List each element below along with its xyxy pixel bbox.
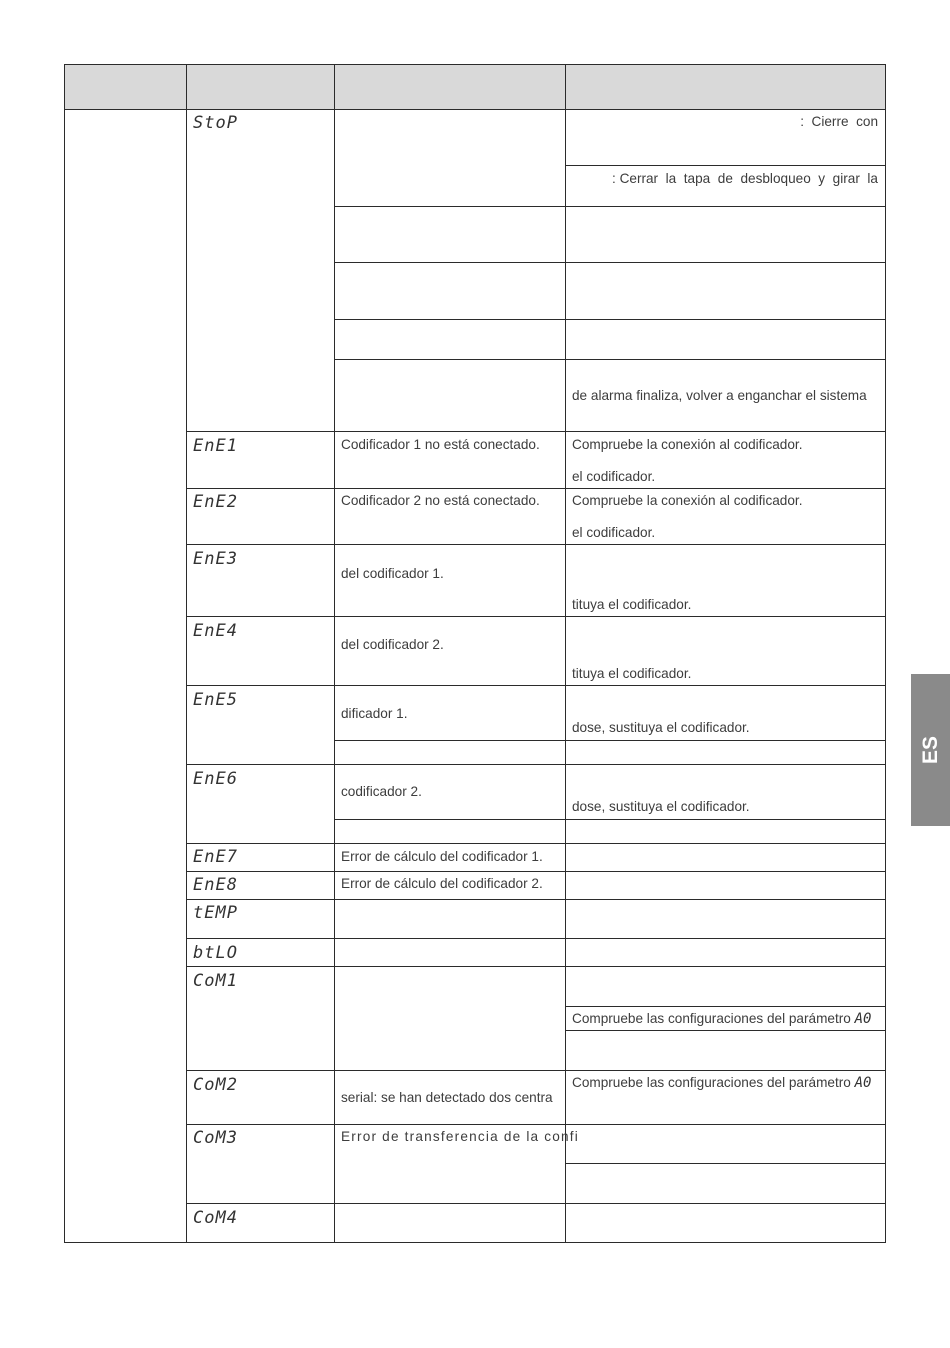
error-code: EnE5: [193, 690, 238, 710]
cause-text: dificador 1.: [341, 706, 408, 721]
error-code: EnE1: [193, 436, 238, 456]
error-code: CoM1: [193, 971, 238, 991]
cause-text: Error de cálculo del codificador 2.: [341, 876, 543, 891]
error-code: CoM3: [193, 1128, 238, 1148]
sub-row-divider: [565, 1006, 886, 1007]
solution-text: [572, 1075, 871, 1091]
cause-text: serial: se han detectado dos centra: [341, 1090, 553, 1105]
row-divider: [186, 431, 886, 432]
sub-row-divider: [565, 165, 886, 166]
solution-text: tituya el codificador.: [572, 666, 692, 681]
error-code: tEMP: [193, 903, 238, 923]
table-border: [565, 64, 566, 1243]
row-divider: [186, 843, 886, 844]
solution-text: dose, sustituya el codificador.: [572, 799, 750, 814]
row-divider: [186, 488, 886, 489]
table-border: [885, 64, 886, 1243]
table-border: [186, 64, 187, 1243]
table-border: [64, 64, 886, 65]
error-code: CoM4: [193, 1208, 238, 1228]
solution-text: el codificador.: [572, 469, 656, 484]
error-code: EnE4: [193, 621, 238, 641]
table-header-background: [65, 65, 885, 109]
error-code: CoM2: [193, 1075, 238, 1095]
sub-row-divider: [334, 262, 886, 263]
error-code: EnE8: [193, 875, 238, 895]
solution-label: Compruebe las configuraciones del parámetro: [572, 1075, 851, 1090]
row-divider: [186, 544, 886, 545]
sub-row-divider: [565, 1163, 886, 1164]
parameter-code: A0: [854, 1075, 872, 1091]
solution-text: dose, sustituya el codificador.: [572, 720, 750, 735]
row-divider: [186, 871, 886, 872]
solution-text: : Cerrar la tapa de desbloqueo y girar la: [612, 171, 878, 186]
row-divider: [186, 966, 886, 967]
error-code: EnE3: [193, 549, 238, 569]
solution-text: tituya el codificador.: [572, 597, 692, 612]
cause-text: del codificador 1.: [341, 566, 444, 581]
row-divider: [186, 1070, 886, 1071]
row-divider: [186, 1203, 886, 1204]
sub-row-divider: [334, 206, 886, 207]
parameter-code: A0: [854, 1011, 872, 1027]
solution-text: Compruebe la conexión al codificador.: [572, 437, 803, 452]
solution-text: de alarma finaliza, volver a enganchar el sistema: [572, 388, 867, 403]
sub-row-divider: [565, 1030, 886, 1031]
table-border: [334, 64, 335, 1243]
language-tab-label: ES: [918, 735, 942, 765]
error-code: EnE7: [193, 847, 238, 867]
language-tab: [911, 674, 950, 826]
cause-text: Error de cálculo del codificador 1.: [341, 849, 543, 864]
error-code: EnE6: [193, 769, 238, 789]
cause-text: codificador 2.: [341, 784, 422, 799]
row-divider: [186, 616, 886, 617]
sub-row-divider: [334, 740, 886, 741]
solution-text: : Cierre con: [800, 114, 878, 129]
error-code: StoP: [193, 113, 238, 133]
row-divider: [186, 685, 886, 686]
error-code: btLO: [193, 943, 238, 963]
sub-row-divider: [334, 319, 886, 320]
table-border: [64, 1242, 886, 1243]
solution-text: [572, 1011, 871, 1027]
cause-text: del codificador 2.: [341, 637, 444, 652]
solution-label: Compruebe las configuraciones del parámetro: [572, 1011, 851, 1026]
sub-row-divider: [334, 359, 886, 360]
row-divider: [186, 938, 886, 939]
cause-text: Error de transferencia de la confi: [341, 1129, 580, 1144]
cause-text: Codificador 2 no está conectado.: [341, 493, 540, 508]
row-divider: [186, 764, 886, 765]
cause-text: Codificador 1 no está conectado.: [341, 437, 540, 452]
row-divider: [186, 899, 886, 900]
sub-row-divider: [334, 819, 886, 820]
error-code: EnE2: [193, 492, 238, 512]
solution-text: Compruebe la conexión al codificador.: [572, 493, 803, 508]
table-border: [64, 64, 65, 1243]
row-divider: [186, 1124, 886, 1125]
solution-text: el codificador.: [572, 525, 656, 540]
table-border: [64, 109, 886, 110]
